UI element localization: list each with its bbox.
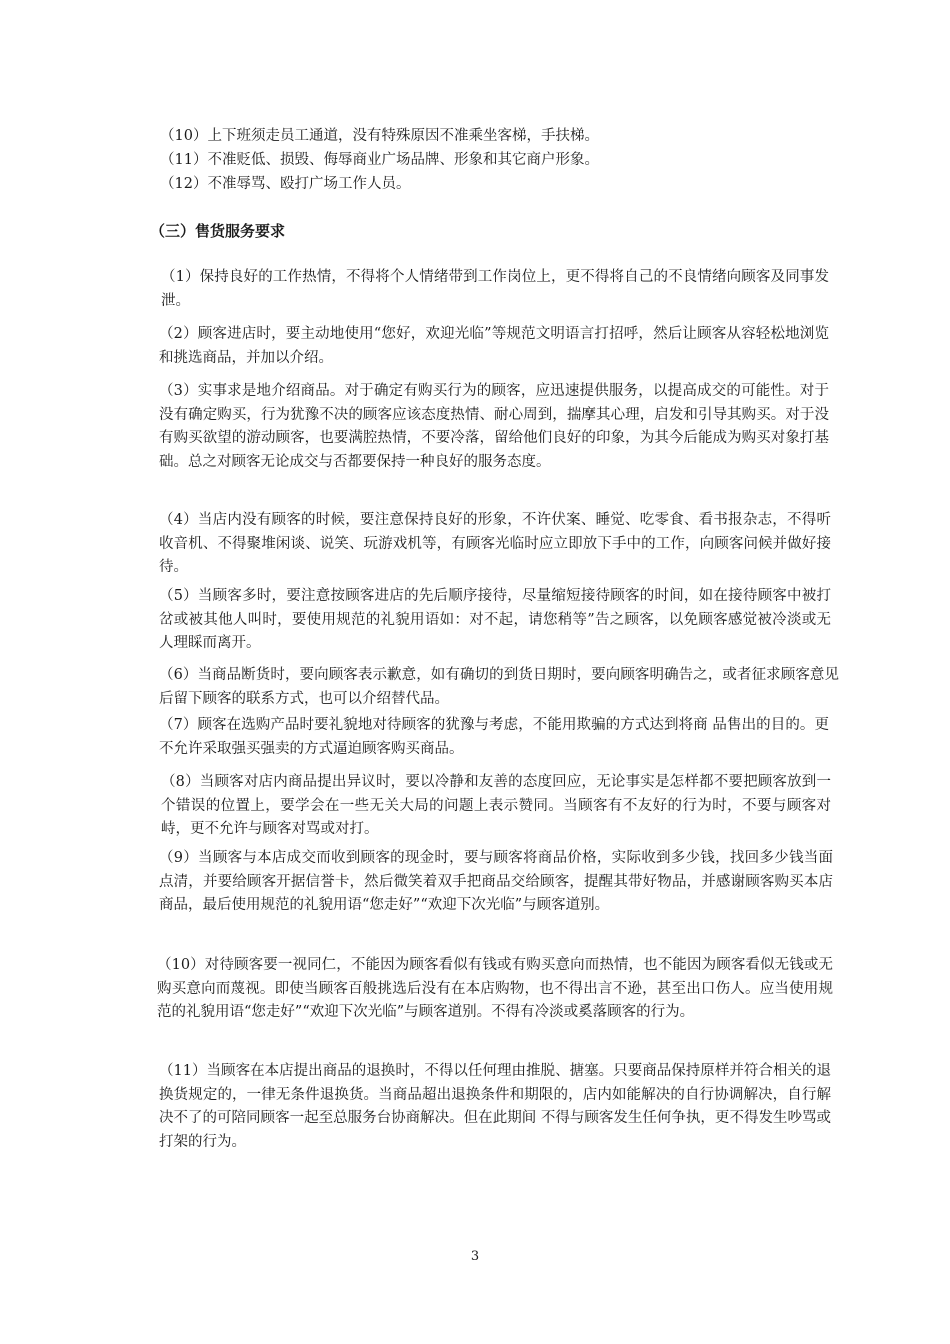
paragraph-7: （7）顾客在选购产品时要礼貌地对待顾客的犹豫与考虑，不能用欺骗的方式达到将商 品售出的目的。更不允许采取强买强卖的方式逼迫顾客购买商品。 [159,717,829,757]
paragraph-5: （5）当顾客多时，要注意按顾客进店的先后顺序接待，尽量缩短接待顾客的时间，如在接待顾客中被打岔或被其他人叫时，要使用规范的礼貌用语如：对不起，请您稍等”告之顾客，以免顾客感觉被冷淡或无人理睬而离开。 [159,588,831,651]
paragraph-4: （4）当店内没有顾客的时候，要注意保持良好的形象，不许伏案、睡觉、吃零食、看书报杂志，不得听收音机、不得聚堆闲谈、说笑、玩游戏机等，有顾客光临时应立即放下手中的工作，向顾客问候并做好接待。 [159,512,831,575]
paragraph-8: （8）当顾客对店内商品提出异议时，要以冷静和友善的态度回应，无论事实是怎样都不要把顾客放到一个错误的位置上，要学会在一些无关大局的问题上表示赞同。当顾客有不友好的行为时，不要与顾客对峙，更不允许与顾客对骂或对打。 [161,774,831,837]
paragraph-2: （2）顾客进店时，要主动地使用“您好，欢迎光临”等规范文明语言打招呼，然后让顾客从容轻松地浏览和挑选商品，并加以介绍。 [159,326,829,366]
rules-list [160,124,840,196]
section-heading: （三）售货服务要求 [150,222,286,240]
paragraph-11: （11）当顾客在本店提出商品的退换时，不得以任何理由推脱、搪塞。只要商品保持原样并符合相关的退换货规定的，一律无条件退换货。当商品超出退换条件和期限的，店内如能解决的自行协调解决，自行解决不了的可陪同顾客一起至总服务台协商解决。但在此期间 不得与顾客发生任何争执，更不得发生吵骂或打架的行为。 [159,1063,831,1150]
paragraph-10: （10）对待顾客要一视同仁，不能因为顾客看似有钱或有购买意向而热情，也不能因为顾客看似无钱或无购买意向而蔑视。即使当顾客百般挑选后没有在本店购物，也不得出言不逊，甚至出口伤人。应当使用规范的礼貌用语“您走好”“欢迎下次光临”与顾客道别。不得有冷淡或奚落顾客的行为。 [157,957,833,1020]
paragraph-6: （6）当商品断货时，要向顾客表示歉意，如有确切的到货日期时，要向顾客明确告之，或者征求顾客意见后留下顾客的联系方式，也可以介绍替代品。 [159,667,839,707]
paragraph-9: （9）当顾客与本店成交而收到顾客的现金时，要与顾客将商品价格，实际收到多少钱，找回多少钱当面点清，并要给顾客开据信誉卡，然后微笑着双手把商品交给顾客，提醒其带好物品，并感谢顾客购买本店商品，最后使用规范的礼貌用语“您走好”“欢迎下次光临”与顾客道别。 [159,850,833,913]
paragraph-1: （1）保持良好的工作热情，不得将个人情绪带到工作岗位上，更不得将自己的不良情绪向顾客及同事发泄。 [161,269,829,309]
rule-item-12: （12）不准辱骂、殴打广场工作人员。 [160,176,411,192]
page-number: 3 [470,1249,480,1264]
paragraph-3: （3）实事求是地介绍商品。对于确定有购买行为的顾客，应迅速提供服务，以提高成交的可能性。对于没有确定购买，行为犹豫不决的顾客应该态度热情、耐心周到，揣摩其心理，启发和引导其购买。对于没有购买欲望的游动顾客，也要满腔热情，不要冷落，留给他们良好的印象，为其今后能成为购买对象打基础。总之对顾客无论成交与否都要保持一种良好的服务态度。 [159,383,829,470]
rule-item-10: （10）上下班须走员工通道，没有特殊原因不准乘坐客梯，手扶梯。 [160,128,599,144]
rule-item-11: （11）不准贬低、损毁、侮辱商业广场品牌、形象和其它商户形象。 [160,152,599,168]
